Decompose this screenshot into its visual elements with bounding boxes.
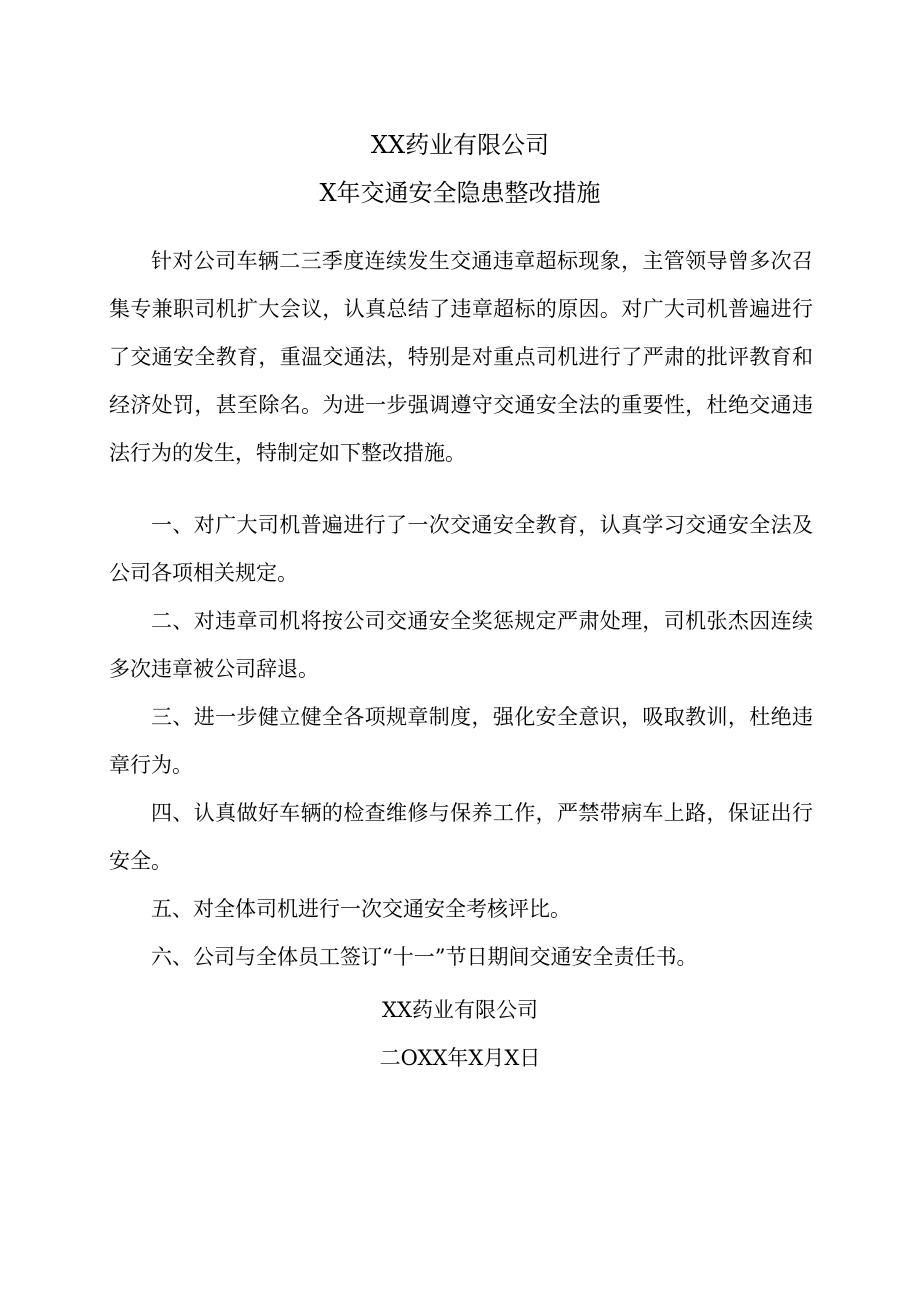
measure-item-2: 二、对违章司机将按公司交通安全奖惩规定严肃处理，司机张杰因连续多次违章被公司辞退。 — [109, 609, 813, 681]
measure-item-5: 五、对全体司机进行一次交通安全考核评比。 — [151, 897, 571, 921]
document-title-subject: X年交通安全隐患整改措施 — [319, 179, 601, 207]
signature-company: XX药业有限公司 — [382, 998, 538, 1022]
measure-item-3: 三、进一步健立健全各项规章制度，强化安全意识，吸取教训，杜绝违章行为。 — [109, 705, 813, 777]
document-title-company: XX药业有限公司 — [370, 131, 550, 159]
measure-item-1: 一、对广大司机普遍进行了一次交通安全教育，认真学习交通安全法及公司各项相关规定。 — [109, 513, 813, 585]
measure-item-6: 六、公司与全体员工签订“十一”节日期间交通安全责任书。 — [151, 945, 698, 969]
signature-date: 二OXX年X月X日 — [379, 1046, 541, 1070]
intro-paragraph: 针对公司车辆二三季度连续发生交通违章超标现象，主管领导曾多次召集专兼职司机扩大会议，认真总结了违章超标的原因。对广大司机普遍进行了交通安全教育，重温交通法，特别是对重点司机进行了严肃的批评教育和经济处罚，甚至除名。为进一步强调遵守交通安全法的重要性，杜绝交通违法行为的发生，特制定如下整改措施。 — [109, 249, 813, 465]
measure-item-4: 四、认真做好车辆的检查维修与保养工作，严禁带病车上路，保证出行安全。 — [109, 801, 813, 873]
